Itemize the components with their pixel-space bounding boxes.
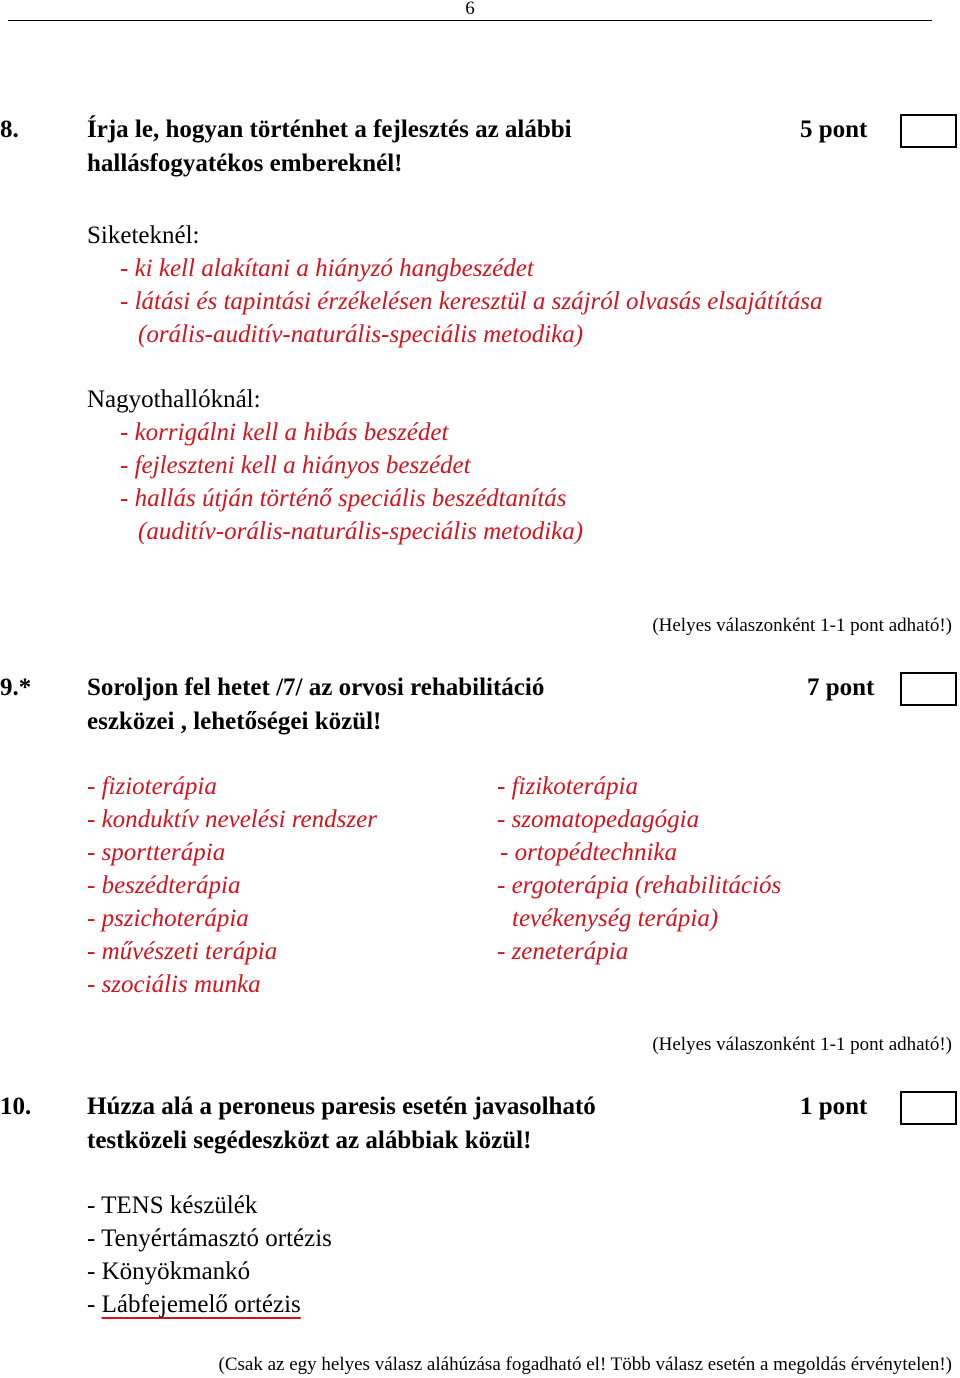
q8-group1-item: - látási és tapintási érzékelésen keresztül a szájról olvasás elsajátítása — [120, 288, 823, 315]
q9-scoring-note: (Helyes válaszonként 1-1 pont adható!) — [652, 1034, 952, 1055]
q8-group1-item: - ki kell alakítani a hiányzó hangbeszédet — [120, 255, 534, 282]
q9-right-item: - ergoterápia (rehabilitációs — [497, 872, 782, 899]
q9-left-item: - pszichoterápia — [87, 905, 249, 932]
q8-number: 8. — [0, 116, 19, 143]
q8-group1-item: (orális-auditív-naturális-speciális metodika) — [138, 321, 584, 348]
q9-left-item: - művészeti terápia — [87, 938, 278, 965]
q10-number: 10. — [0, 1093, 32, 1120]
q9-left-item: - fizioterápia — [87, 773, 217, 800]
q9-right-item: tevékenység terápia) — [512, 905, 719, 932]
q9-score-box[interactable] — [900, 672, 957, 706]
q9-right-item: - zeneterápia — [497, 938, 629, 965]
q8-score-box[interactable] — [900, 114, 957, 148]
q9-question-line2: eszközei , lehetőségei közül! — [87, 708, 382, 735]
page-number: 6 — [465, 0, 475, 19]
q8-question-line1: Írja le, hogyan történhet a fejlesztés az alábbi — [87, 116, 572, 143]
header-rule — [8, 20, 932, 21]
q8-scoring-note: (Helyes válaszonként 1-1 pont adható!) — [652, 615, 952, 636]
q8-points: 5 pont — [800, 116, 868, 143]
q9-left-item: - sportterápia — [87, 839, 226, 866]
q10-question-line1: Húzza alá a peroneus paresis esetén javasolható — [87, 1093, 596, 1120]
q10-underlined-answer: Lábfejemelő ortézis — [101, 1291, 301, 1318]
q9-right-item: - ortopédtechnika — [500, 839, 678, 866]
q9-left-item: - konduktív nevelési rendszer — [87, 806, 377, 833]
q9-right-item: - fizikoterápia — [497, 773, 638, 800]
q9-number: 9.* — [0, 674, 32, 701]
q8-group2-item: - fejleszteni kell a hiányos beszédet — [120, 452, 471, 479]
q10-score-box[interactable] — [900, 1091, 957, 1125]
q10-option: - TENS készülék — [87, 1192, 258, 1219]
q8-group2-item: - hallás útján történő speciális beszédtanítás — [120, 485, 567, 512]
q9-question-line1: Soroljon fel hetet /7/ az orvosi rehabilitáció — [87, 674, 545, 701]
q8-group2-item: - korrigálni kell a hibás beszédet — [120, 419, 449, 446]
q10-points: 1 pont — [800, 1093, 868, 1120]
q8-group2-title: Nagyothallóknál: — [87, 386, 261, 413]
q9-left-item: - szociális munka — [87, 971, 261, 998]
q9-left-item: - beszédterápia — [87, 872, 241, 899]
q10-question-line2: testközeli segédeszközt az alábbiak közül! — [87, 1127, 532, 1154]
q10-answer-option — [87, 1291, 301, 1319]
q9-points: 7 pont — [807, 674, 875, 701]
q10-option: - Tenyértámasztó ortézis — [87, 1225, 332, 1252]
q10-scoring-note: (Csak az egy helyes válasz aláhúzása fogadható el! Több válasz esetén a megoldás érvénytelen!) — [218, 1354, 952, 1375]
q8-question-line2: hallásfogyatékos embereknél! — [87, 150, 403, 177]
q10-answer-prefix: - — [87, 1291, 102, 1318]
q10-option: - Könyökmankó — [87, 1258, 251, 1285]
q8-group2-item: (auditív-orális-naturális-speciális metodika) — [138, 518, 584, 545]
q8-group1-title: Siketeknél: — [87, 222, 200, 249]
q9-right-item: - szomatopedagógia — [497, 806, 700, 833]
